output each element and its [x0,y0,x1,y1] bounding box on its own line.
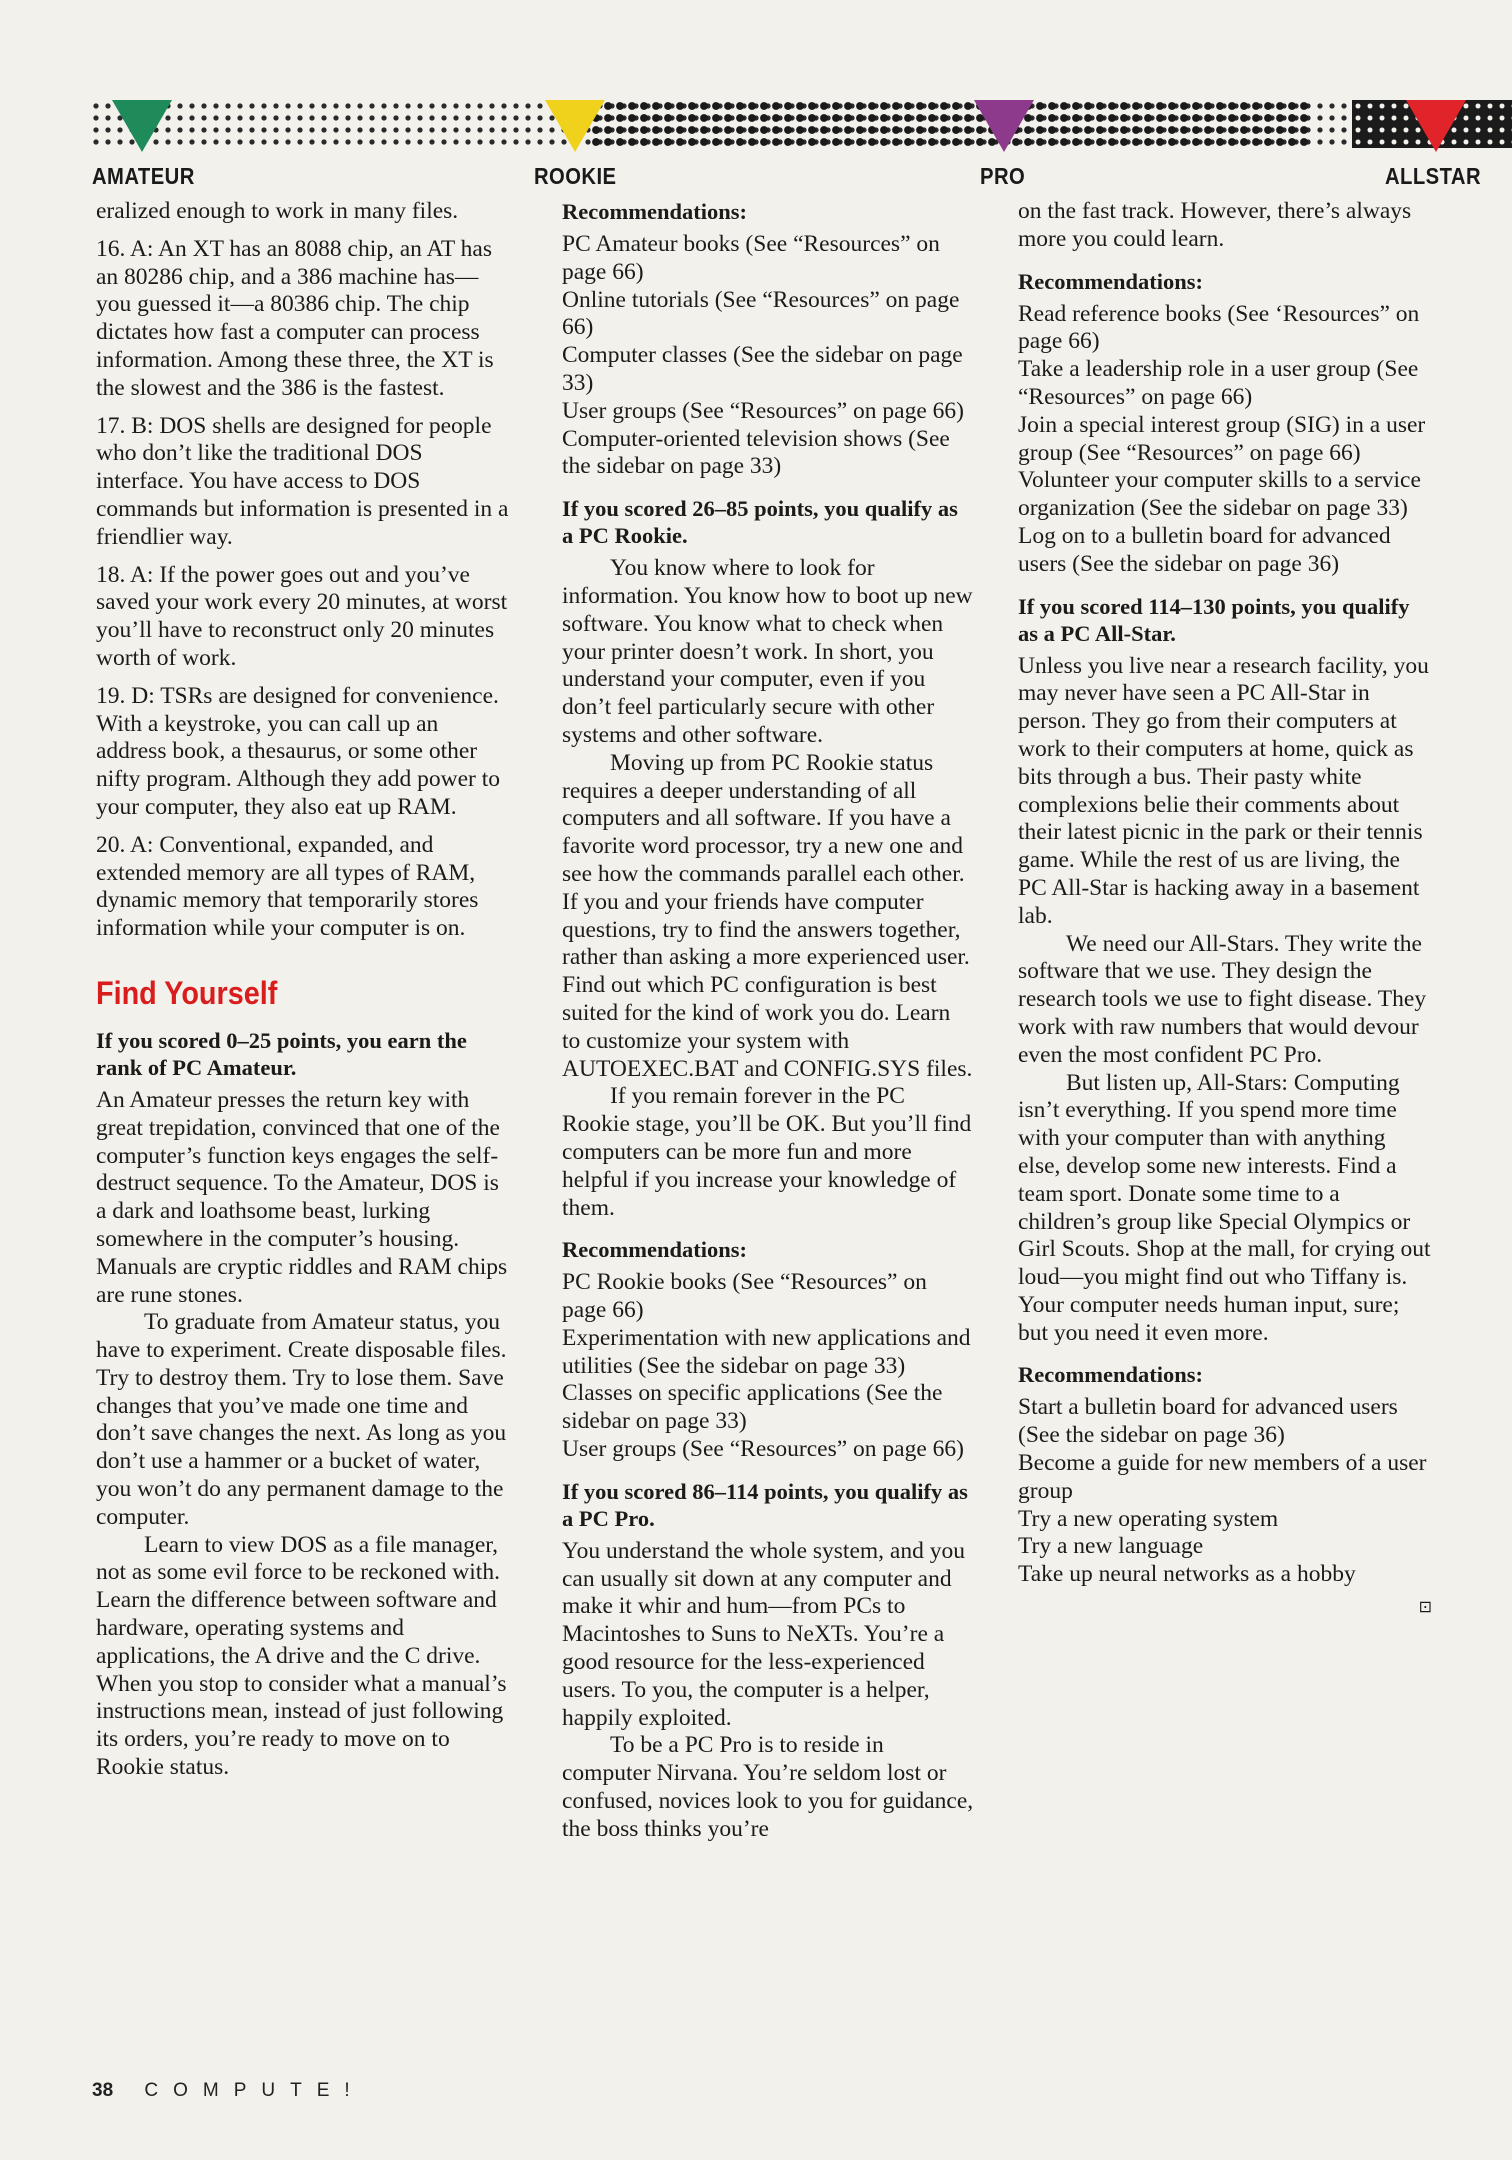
list-item: Computer-oriented television shows (See the sidebar on page 33) [562,425,950,480]
amateur-heading: If you scored 0–25 points, you earn the rank of PC Amateur. [96,1027,467,1080]
list-item: Volunteer your computer skills to a service organization (See the sidebar on page 33) [1018,467,1421,522]
page-footer [92,2080,365,2102]
banner-dense-dots [590,100,1310,148]
recommendations-heading: Recommendations: [1018,268,1203,294]
answer-paragraph: 20. A: Conventional, expanded, and extended memory are all types of RAM, dynamic memory that temporarily stores information while your computer is on. [96,831,479,942]
allstar-paragraph: We need our All-Stars. They write the software that we use. They design the research tools we use to fight disease. They work with raw numbers that would devour even the most confident PC Pro. [1018,930,1427,1068]
list-item: Join a special interest group (SIG) in a user group (See “Resources” on page 66) [1018,411,1426,466]
allstar-paragraph: But listen up, All-Stars: Computing isn’t everything. If you spend more time with your computer than with anything else, develop some new interests. Find a team sport. Donate some time to a children’s group like Special Olympics or Girl Scouts. Shop at the mall, for crying out loud—you might find out who Tiffany is. Your computer needs human input, sure; but you need it even more. [1018,1069,1431,1346]
level-label-allstar: ALLSTAR [1385,163,1482,189]
amateur-triangle-icon [112,100,172,152]
page-number: 38 [92,2080,114,2101]
answer-paragraph: 18. A: If the power goes out and you’ve saved your work every 20 minutes, at worst you’ll have to reconstruct only 20 minutes worth of work. [96,561,508,671]
end-mark-icon: ⊡ [1418,1597,1432,1617]
magazine-name: COMPUTE! [144,2080,365,2101]
list-item: Read reference books (See ‘Resources” on page 66) [1018,300,1420,355]
list-item: Experimentation with new applications and utilities (See the sidebar on page 33) [562,1324,971,1379]
recommendations-heading: Recommendations: [562,1237,747,1263]
pro-paragraph: To be a PC Pro is to reside in computer Nirvana. You’re seldom lost or confused, novices look to you for guidance, the boss thinks you’re [562,1732,974,1842]
rookie-paragraph: If you remain forever in the PC Rookie stage, you’ll be OK. But you’ll find computers can be more fun and more helpful if you increase your knowledge of them. [562,1083,972,1221]
pro-paragraph-continued: on the fast track. However, there’s always more you could learn. [1018,198,1412,252]
rookie-triangle-icon [545,100,605,152]
list-item: User groups (See “Resources” on page 66) [562,397,964,424]
answer-paragraph: 19. D: TSRs are designed for convenience. With a keystroke, you can call up an address book, a thesaurus, or some other nifty program. Although they add power to your computer, they also eat up RAM. [96,682,500,820]
amateur-paragraph: An Amateur presses the return key with great trepidation, convinced that one of the computer’s function keys engages the self-destruct sequence. To the Amateur, DOS is a dark and loathsome beast, lurking somewhere in the computer’s housing. Manuals are cryptic riddles and RAM chips are rune stones. [96,1086,508,1308]
amateur-paragraph: Learn to view DOS as a file manager, not as some evil force to be reckoned with. Learn the difference between software and hardware, operating systems and applications, the A drive and the C drive. When you stop to consider what a manual’s instructions mean, instead of just following its orders, you’re ready to move on to Rookie status. [96,1531,507,1781]
recommendations-heading: Recommendations: [562,199,747,224]
answer-paragraph: 17. B: DOS shells are designed for people who don’t like the traditional DOS interface. You have access to DOS commands but information is presented in a friendlier way. [96,412,509,550]
answer-paragraph: eralized enough to work in many files. [96,198,459,224]
rookie-paragraph: Moving up from PC Rookie status requires a deeper understanding of all computers and all software. If you have a favorite word processor, try a new one and see how the commands parallel each other. If you and your friends have computer questions, try to find the answers together, rather than asking a more experienced user. Find out which PC configuration is best suited for the kind of work you do. Learn to customize your system with AUTOEXEC.BAT and CONFIG.SYS files. [562,749,973,1082]
level-label-amateur: AMATEUR [92,163,195,189]
list-item: PC Amateur books (See “Resources” on page 66) [562,231,940,285]
level-banner [90,100,1512,148]
pro-paragraph: You understand the whole system, and you can usually sit down at any computer and make it whir and hum—from PCs to Macintoshes to Suns to NeXTs. You’re a good resource for the less-experienced users. To you, the computer is a helper, happily exploited. [562,1537,965,1731]
level-label-pro: PRO [980,163,1026,189]
allstar-paragraph: Unless you live near a research facility, you may never have seen a PC All-Star in person. They go from their computers at work to their computers at home, quick as bits through a bus. Their pasty white complexions belie their comments about their latest picnic in the park or their tennis game. While the rest of us are living, the PC All-Star is hacking away in a basement lab. [1018,652,1429,929]
list-item: Become a guide for new members of a user group [1018,1450,1427,1504]
column-1 [96,198,510,1782]
level-label-rookie: ROOKIE [534,163,617,189]
allstar-heading: If you scored 114–130 points, you qualify as a PC All-Star. [1018,593,1410,646]
list-item: Take up neural networks as a hobby [1018,1561,1356,1588]
list-item: Log on to a bulletin board for advanced users (See the sidebar on page 36) [1018,522,1391,577]
rookie-recommendations-list [562,1269,974,1464]
pro-recommendations-list [1018,301,1432,579]
list-item: Start a bulletin board for advanced users (See the sidebar on page 36) [1018,1394,1398,1449]
recommendations-heading: Recommendations: [1018,1362,1203,1388]
list-item: Try a new language [1018,1533,1204,1560]
list-item: Take a leadership role in a user group (See “Resources” on page 66) [1018,356,1419,410]
section-title: Find Yourself [96,974,278,1011]
column-3 [1018,198,1432,1621]
allstar-recommendations-list [1018,1394,1432,1589]
allstar-triangle-icon [1406,100,1466,152]
list-item: Online tutorials (See “Resources” on page 66) [562,286,960,341]
rookie-paragraph: You know where to look for information. You know how to boot up new software. You know what to check when your printer doesn’t work. In short, you understand your computer, even if you don’t feel particularly secure with other systems and other software. [562,555,973,748]
answer-paragraph: 16. A: An XT has an 8088 chip, an AT has an 80286 chip, and a 386 machine has—you guessed it—a 80386 chip. The chip dictates how fast a computer can process information. Among these three, the XT is the slowest and the 386 is the fastest. [96,235,494,401]
list-item: Computer classes (See the sidebar on page 33) [562,342,963,396]
amateur-recommendations-list [562,231,974,481]
rookie-heading: If you scored 26–85 points, you qualify as a PC Rookie. [562,496,958,549]
list-item: PC Rookie books (See “Resources” on page 66) [562,1269,927,1324]
amateur-paragraph: To graduate from Amateur status, you have to experiment. Create disposable files. Try to destroy them. Try to lose them. Save changes that you’ve made one time and don’t save changes the next. As long as you don’t use a hammer or a bucket of water, you won’t do any permanent damage to the computer. [96,1309,507,1530]
list-item: Try a new operating system [1018,1505,1279,1532]
column-2 [562,198,974,1844]
list-item: Classes on specific applications (See the sidebar on page 33) [562,1380,943,1435]
pro-triangle-icon [974,100,1034,152]
pro-heading: If you scored 86–114 points, you qualify as a PC Pro. [562,1478,968,1531]
list-item: User groups (See “Resources” on page 66) [562,1436,964,1463]
